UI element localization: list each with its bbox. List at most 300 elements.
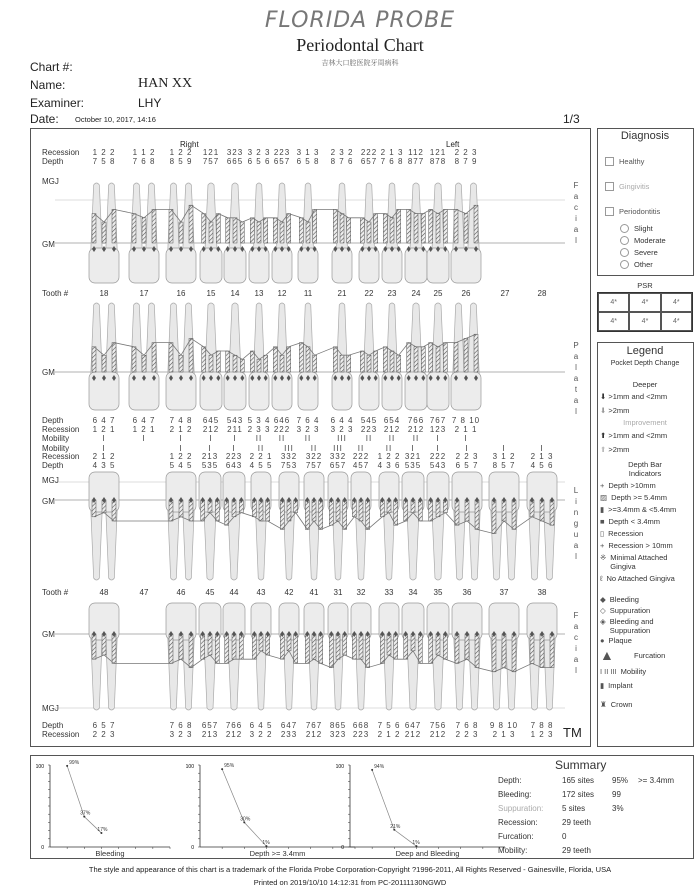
mobility-value: I xyxy=(436,444,440,453)
mobility-value: II xyxy=(385,444,393,453)
name-label: Name: xyxy=(30,78,66,92)
legend-item-label: >=3.4mm & <5.4mm xyxy=(608,505,677,514)
recession-value: 211 xyxy=(227,425,243,434)
series-line xyxy=(222,769,266,846)
mobility-value: III xyxy=(333,444,343,453)
mobility-value: I xyxy=(179,434,183,443)
recession-value: 1 2 2 xyxy=(92,148,116,157)
summary-pct: 95% xyxy=(612,776,629,785)
recession-value: 2 2 3 xyxy=(92,730,116,739)
recession-value: 2 1 3 xyxy=(492,730,516,739)
series-line xyxy=(67,766,101,833)
psr-cell: 4* xyxy=(629,312,660,331)
tooth-number: 34 xyxy=(408,588,418,597)
mobility-value: II xyxy=(357,444,365,453)
data-point xyxy=(66,765,68,767)
trademark: TM xyxy=(563,725,582,740)
recession-value: 2 2 1 xyxy=(249,452,273,461)
summary-label: Furcation: xyxy=(498,832,534,841)
recession-value: 212 xyxy=(305,730,323,739)
summary-value: 5 sites xyxy=(562,804,586,813)
psr-cell: 4* xyxy=(661,312,692,331)
recession-value: 213 xyxy=(201,452,219,461)
mobility-value: I xyxy=(179,444,183,453)
legend-item-label: Bleeding and Suppuration xyxy=(609,617,654,635)
recession-value: 321 xyxy=(404,452,422,461)
severe-radio[interactable]: Severe xyxy=(620,248,658,257)
legend-item-label: Bleeding xyxy=(609,595,639,604)
data-label: 30% xyxy=(240,816,251,823)
data-label: 1% xyxy=(262,840,270,847)
depth-value: 7 4 8 xyxy=(169,416,193,425)
depth-value: 4 5 5 xyxy=(249,461,273,470)
right-side-label: Right xyxy=(180,140,199,149)
mobility-value: I xyxy=(540,444,544,453)
depth-value: 535 xyxy=(404,461,422,470)
y-tick-label: 100 xyxy=(335,764,344,770)
recession-value: 223 xyxy=(225,452,243,461)
summary-label: Depth: xyxy=(498,776,522,785)
tooth-number: 45 xyxy=(205,588,215,597)
depth-value: 7 8 8 xyxy=(530,721,554,730)
examiner-value: LHY xyxy=(138,96,162,110)
data-label: 17% xyxy=(97,827,108,834)
tooth-number: 26 xyxy=(461,289,471,298)
implant-icon: ▮ xyxy=(600,681,605,690)
legend-subtitle: Pocket Depth Change xyxy=(610,360,680,367)
bleeding-suppuration-icon: ◈ xyxy=(600,617,606,626)
depth-value: 665 xyxy=(226,157,244,166)
mobility-value: III xyxy=(284,444,294,453)
furcation-icon: ▲ xyxy=(600,647,614,663)
tooth-number: 11 xyxy=(303,289,313,298)
mobility-value: II xyxy=(304,434,312,443)
depth-value: 7 5 6 xyxy=(377,721,401,730)
gm-label: GM xyxy=(42,240,55,249)
legend-item-label: No Attached Gingiva xyxy=(606,574,675,583)
recession-value: 2 1 3 xyxy=(530,452,554,461)
tooth-number: 21 xyxy=(337,289,347,298)
depth-value: 8 5 7 xyxy=(492,461,516,470)
summary-pct: 99 xyxy=(612,790,621,799)
tooth-number: 15 xyxy=(206,289,216,298)
tooth-number-label: Tooth # xyxy=(42,588,69,597)
mobility-value: I xyxy=(102,444,106,453)
tooth-number: 12 xyxy=(277,289,287,298)
legend-item-label: Recession xyxy=(608,529,644,538)
depth-value: 7 6 4 xyxy=(296,416,320,425)
tooth-number: 36 xyxy=(462,588,472,597)
mobility-value: III xyxy=(337,434,347,443)
depth-value: 545 xyxy=(360,416,378,425)
legend-item-label: Depth < 3.4mm xyxy=(608,517,661,526)
recession-value: 223 xyxy=(360,425,378,434)
y-tick-label: 0 xyxy=(41,845,44,851)
tooth-number: 37 xyxy=(499,588,509,597)
arrow-up-icon: ⬆ xyxy=(600,431,609,440)
series-line xyxy=(372,770,416,846)
y-tick-label: 100 xyxy=(35,764,44,770)
recession-label: Recession xyxy=(42,425,80,434)
mobility-value: I xyxy=(232,444,236,453)
recession-value: 322 xyxy=(305,452,323,461)
chart-title: Bleeding xyxy=(95,849,125,858)
arrow-down-light-icon: ⬇ xyxy=(600,406,609,415)
legend-deeper-2: ⬇ >2mm xyxy=(600,406,630,415)
recession-value: 121 xyxy=(429,148,447,157)
mobility-value: I xyxy=(411,444,415,453)
mobility-value: II xyxy=(412,434,420,443)
depth-value: 7 8 10 xyxy=(451,416,481,425)
legend-item-label: Suppuration xyxy=(609,606,651,615)
recession-value: 212 xyxy=(429,730,447,739)
depth-bar-heading: Depth Bar Indicators xyxy=(628,460,662,478)
recession-value: 121 xyxy=(202,148,220,157)
legend-improve-1: ⬆ >1mm and <2mm xyxy=(600,431,668,440)
depth-value: 757 xyxy=(305,461,323,470)
suppuration-diamond-icon: ◇ xyxy=(600,606,606,615)
depth-value: 543 xyxy=(226,416,244,425)
striped-bar-icon: ▮ xyxy=(600,505,605,514)
depth-value: 657 xyxy=(360,157,378,166)
healthy-checkbox[interactable]: Healthy xyxy=(605,157,644,166)
tooth-number: 42 xyxy=(284,588,294,597)
data-point xyxy=(371,769,373,771)
solid-bar-icon: ■ xyxy=(600,517,605,526)
summary-value: 172 sites xyxy=(562,790,595,799)
facial-side-label: F a c i a l xyxy=(573,181,579,245)
tooth-number: 16 xyxy=(176,289,186,298)
depth-value: 8 7 6 xyxy=(330,157,354,166)
copyright-footer: The style and appearance of this chart is a trademark of the Florida Probe Corporation-Copyright ?1996-2011, All Rights Reserved - Gainesville, Florida, USA xyxy=(88,865,612,874)
mobility-label: Mobility xyxy=(42,434,70,443)
clinic-name: 吉林大口腔医院牙周病科 xyxy=(321,60,399,67)
printed-footer: Printed on 2019/10/10 14:12:31 from PC-20111130NGWD xyxy=(253,878,447,887)
mobility-value: II xyxy=(365,434,373,443)
depth-value: 4 5 6 xyxy=(530,461,554,470)
tooth-number: 38 xyxy=(537,588,547,597)
recession-value: 223 xyxy=(273,148,291,157)
recession-value: 3 2 3 xyxy=(296,425,320,434)
legend-item-label: Minimal Attached Gingiva xyxy=(610,553,668,571)
data-label: 21% xyxy=(390,823,401,830)
periodontitis-checkbox[interactable]: Periodontitis xyxy=(605,207,660,216)
summary-value: 165 sites xyxy=(562,776,595,785)
gm-label: GM xyxy=(42,368,55,377)
minimal-gingiva-icon: ※ xyxy=(600,553,607,562)
tooth-number: 33 xyxy=(384,588,394,597)
data-point xyxy=(221,768,223,770)
tooth-number-label: Tooth # xyxy=(42,289,69,298)
depth-value: 7 6 8 xyxy=(380,157,404,166)
summary-value: 0 xyxy=(562,832,567,841)
recession-value: 2 3 2 xyxy=(330,148,354,157)
depth-value: 7 6 8 xyxy=(132,157,156,166)
depth-value: 767 xyxy=(429,416,447,425)
recession-value: 2 1 3 xyxy=(380,148,404,157)
psr-title: PSR xyxy=(637,281,653,290)
psr-cell: 4* xyxy=(629,293,660,312)
recession-value: 213 xyxy=(201,730,219,739)
summary-value: 29 teeth xyxy=(562,846,591,855)
arrow-down-icon: ⬇ xyxy=(600,392,609,401)
depth-value: 766 xyxy=(407,416,425,425)
recession-value: 1 2 3 xyxy=(530,730,554,739)
recession-value: 1 1 2 xyxy=(132,148,156,157)
tooth-number: 44 xyxy=(229,588,239,597)
depth-value: 7 5 8 xyxy=(92,157,116,166)
recession-value: 2 2 3 xyxy=(455,452,479,461)
depth-value: 5 3 4 xyxy=(247,416,271,425)
depth-value: 878 xyxy=(429,157,447,166)
plaque-icon: ● xyxy=(600,636,605,645)
chart-title: Deep and Bleeding xyxy=(395,849,460,858)
depth-value: 877 xyxy=(407,157,425,166)
depth-value: 657 xyxy=(273,157,291,166)
tooth-number: 18 xyxy=(99,289,109,298)
recession-value: 1 2 2 xyxy=(377,452,401,461)
legend-item-label: Furcation xyxy=(634,651,666,660)
depth-value: 5 4 5 xyxy=(169,461,193,470)
depth-value: 756 xyxy=(429,721,447,730)
depth-value: 6 4 7 xyxy=(132,416,156,425)
recession-value: 323 xyxy=(329,730,347,739)
recession-value: 1 2 2 xyxy=(169,452,193,461)
tooth-number: 43 xyxy=(256,588,266,597)
recession-value: 3 2 3 xyxy=(169,730,193,739)
depth-value: 654 xyxy=(383,416,401,425)
recession-value: 222 xyxy=(360,148,378,157)
legend-item-label: Depth >= 5.4mm xyxy=(611,493,667,502)
tooth-number: 17 xyxy=(139,289,149,298)
mobility-value: I xyxy=(209,434,213,443)
depth-label: Depth xyxy=(42,157,64,166)
legend-item-label: Crown xyxy=(610,700,633,709)
recession-value: 3 1 2 xyxy=(492,452,516,461)
crown-icon: ♜ xyxy=(600,700,607,709)
legend-deeper-1: ⬇ >1mm and <2mm xyxy=(600,392,668,401)
mobility-label: Mobility xyxy=(42,444,70,453)
arrow-up-light-icon: ⬆ xyxy=(600,445,609,454)
slight-radio[interactable]: Slight xyxy=(620,224,653,233)
tooth-number: 24 xyxy=(411,289,421,298)
recession-value: 2 1 2 xyxy=(92,452,116,461)
depth-value: 647 xyxy=(280,721,298,730)
recession-value: 323 xyxy=(226,148,244,157)
date-value: October 10, 2017, 14:16 xyxy=(75,115,156,124)
depth-value: 6 5 7 xyxy=(92,721,116,730)
tooth-number: 25 xyxy=(433,289,443,298)
examiner-label: Examiner: xyxy=(30,96,85,110)
depth-value: 643 xyxy=(225,461,243,470)
legend-item-label: Implant xyxy=(608,681,633,690)
summary-label: Recession: xyxy=(498,818,538,827)
legend-item-label: Depth >10mm xyxy=(608,481,656,490)
depth-value: 4 3 5 xyxy=(92,461,116,470)
recession-value: 2 1 1 xyxy=(454,425,478,434)
depth-value: 9 8 10 xyxy=(489,721,519,730)
hatched-bar-icon: ▨ xyxy=(600,493,608,502)
data-label: 95% xyxy=(224,763,235,770)
summary-label: Mobility: xyxy=(498,846,528,855)
recession-value: 2 2 3 xyxy=(455,730,479,739)
depth-value: 757 xyxy=(202,157,220,166)
recession-value: 222 xyxy=(352,452,370,461)
tooth-number: 48 xyxy=(99,588,109,597)
mobility-value: II xyxy=(255,434,263,443)
florida-probe-logo: FLORIDA PROBE xyxy=(264,8,456,33)
recession-value: 2 1 2 xyxy=(377,730,401,739)
mobility-value: I xyxy=(436,434,440,443)
recession-value: 3 2 2 xyxy=(249,730,273,739)
no-gingiva-icon: ℓ xyxy=(600,574,603,583)
summary-extra: >= 3.4mm xyxy=(638,776,675,785)
data-label: 99% xyxy=(69,759,80,766)
recession-value: 3 2 3 xyxy=(247,148,271,157)
depth-label: Depth xyxy=(42,721,64,730)
recession-value: 212 xyxy=(202,425,220,434)
other-radio[interactable]: Other xyxy=(620,260,653,269)
depth-value: 766 xyxy=(225,721,243,730)
recession-value: 212 xyxy=(404,730,422,739)
recession-value: 332 xyxy=(280,452,298,461)
recession-value: 1 2 1 xyxy=(92,425,116,434)
mobility-value: I xyxy=(142,434,146,443)
tooth-number: 14 xyxy=(230,289,240,298)
mgj-label: MGJ xyxy=(42,704,59,713)
depth-value: 646 xyxy=(273,416,291,425)
summary-title: Summary xyxy=(555,758,607,772)
legend-item-label: Recession > 10mm xyxy=(608,541,673,550)
recession-value: 112 xyxy=(408,148,424,157)
summary-pct: 3% xyxy=(612,804,624,813)
depth-value: 535 xyxy=(201,461,219,470)
diagnosis-title: Diagnosis xyxy=(620,130,670,142)
y-tick-label: 0 xyxy=(191,845,194,851)
depth-value: 4 3 6 xyxy=(377,461,401,470)
mgj-label: MGJ xyxy=(42,177,59,186)
chart-title: Depth >= 3.4mm xyxy=(249,849,306,858)
depth-value: 8 7 9 xyxy=(454,157,478,166)
recession-value: 212 xyxy=(383,425,401,434)
facial-side-label: F a c i a l xyxy=(573,611,579,675)
tooth-number: 27 xyxy=(500,289,510,298)
lingual-side-label: L i n g u a l xyxy=(573,486,579,561)
y-tick-label: 0 xyxy=(341,845,344,851)
gingivitis-checkbox[interactable]: Gingivitis xyxy=(605,182,649,191)
depth-value: 668 xyxy=(352,721,370,730)
recession-label: Recession xyxy=(42,452,80,461)
y-tick-label: 100 xyxy=(185,764,194,770)
mobility-value: I xyxy=(208,444,212,453)
mobility-value: II xyxy=(257,444,265,453)
mobility-value: I xyxy=(464,434,468,443)
depth-value: 6 4 7 xyxy=(92,416,116,425)
depth-value: 657 xyxy=(329,461,347,470)
depth-value: 7 6 8 xyxy=(455,721,479,730)
recession-value: 222 xyxy=(273,425,291,434)
depth-value: 6 5 6 xyxy=(247,157,271,166)
recession-value: 222 xyxy=(429,452,447,461)
outline-bar-icon: ▯ xyxy=(600,529,605,538)
recession-value: 3 2 3 xyxy=(330,425,354,434)
tooth-number: 41 xyxy=(309,588,319,597)
recession-value: 123 xyxy=(429,425,447,434)
mobility-value: I xyxy=(233,434,237,443)
data-label: 1% xyxy=(412,840,420,847)
depth-value: 7 6 8 xyxy=(169,721,193,730)
mobility-value: I xyxy=(502,444,506,453)
recession-label: Recession xyxy=(42,148,80,157)
psr-cell: 4* xyxy=(598,293,629,312)
tooth-number: 28 xyxy=(537,289,547,298)
tooth-number: 23 xyxy=(387,289,397,298)
depth-value: 8 5 9 xyxy=(169,157,193,166)
improvement-heading: Improvement xyxy=(623,418,667,427)
summary-label: Bleeding: xyxy=(498,790,532,799)
legend-item-label: Plaque xyxy=(608,636,632,645)
data-label: 94% xyxy=(374,763,385,770)
mobility-icon: I II III xyxy=(600,667,617,676)
left-side-label: Left xyxy=(446,140,460,149)
psr-cell: 4* xyxy=(598,312,629,331)
depth-value: 865 xyxy=(329,721,347,730)
tooth-number: 35 xyxy=(433,588,443,597)
recession-value: 2 1 2 xyxy=(169,425,193,434)
summary-chart-0 xyxy=(36,760,170,858)
palatal-side-label: P a l a t a l xyxy=(573,341,579,416)
recession-value: 233 xyxy=(280,730,298,739)
mobility-value: I xyxy=(465,444,469,453)
legend-item-label: Mobility xyxy=(620,667,647,676)
moderate-radio[interactable]: Moderate xyxy=(620,236,666,245)
plus-icon: + xyxy=(600,481,605,490)
date-label: Date: xyxy=(30,112,59,126)
recession-value: 3 1 3 xyxy=(296,148,320,157)
mgj-label: MGJ xyxy=(42,476,59,485)
tooth-number: 47 xyxy=(139,588,149,597)
recession-value: 2 2 3 xyxy=(454,148,478,157)
tooth-number: 32 xyxy=(356,588,366,597)
depth-value: 6 4 5 xyxy=(249,721,273,730)
recession-value: 223 xyxy=(352,730,370,739)
recession-value: 1 2 1 xyxy=(132,425,156,434)
recession-value: 2 3 3 xyxy=(247,425,271,434)
legend-title: Legend xyxy=(626,345,664,357)
mobility-value: II xyxy=(310,444,318,453)
depth-label: Depth xyxy=(42,416,64,425)
depth-value: 457 xyxy=(352,461,370,470)
depth-value: 657 xyxy=(201,721,219,730)
recession-value: 212 xyxy=(407,425,425,434)
summary-value: 29 teeth xyxy=(562,818,591,827)
psr-cell: 4* xyxy=(661,293,692,312)
summary-chart-1 xyxy=(186,763,355,858)
page-number: 1/3 xyxy=(563,112,580,126)
tooth-number: 31 xyxy=(333,588,343,597)
recession-value: 212 xyxy=(225,730,243,739)
plus-icon: + xyxy=(600,541,605,550)
mobility-value: II xyxy=(388,434,396,443)
depth-label: Depth xyxy=(42,461,64,470)
deeper-heading: Deeper xyxy=(632,380,658,389)
data-label: 37% xyxy=(80,810,91,817)
depth-value: 543 xyxy=(429,461,447,470)
gm-label: GM xyxy=(42,630,55,639)
bleeding-diamond-icon: ◆ xyxy=(600,595,606,604)
summary-chart-2 xyxy=(336,764,505,858)
tooth-number: 46 xyxy=(176,588,186,597)
